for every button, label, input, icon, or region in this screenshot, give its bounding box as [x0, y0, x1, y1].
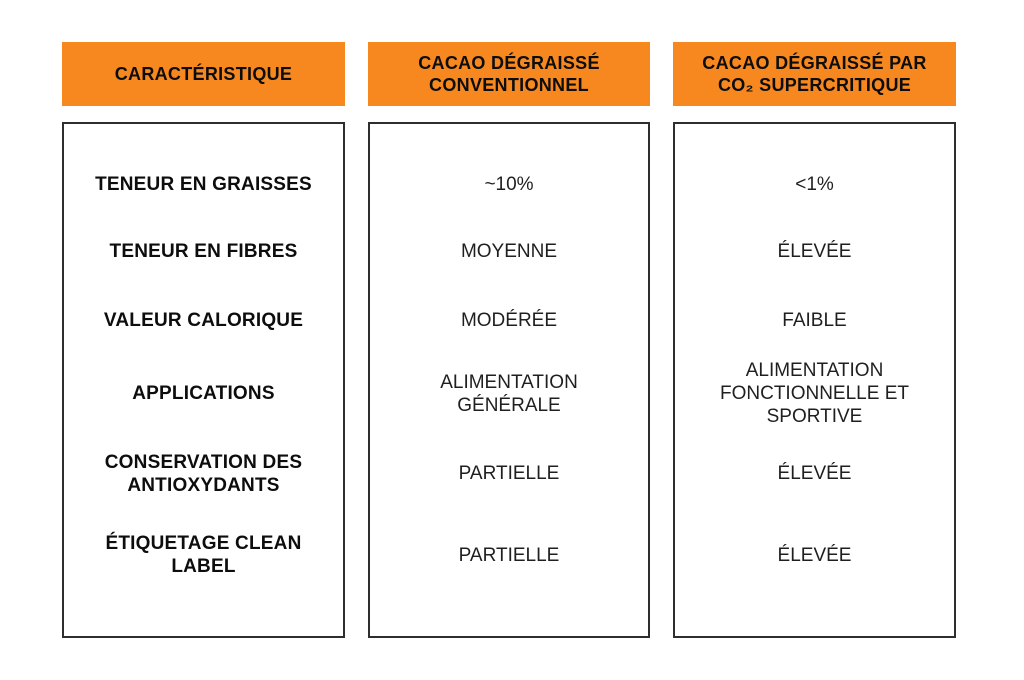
value-conventionnel-antioxydants: PARTIELLE	[458, 463, 560, 484]
value-co2-calorique: FAIBLE	[782, 309, 847, 331]
column-header-conventionnel: CACAO DÉGRAISSÉ CONVENTIONNEL	[368, 42, 650, 106]
column-body-conventionnel	[368, 122, 650, 638]
row-label-teneur-fibres: TENEUR EN FIBRES	[109, 241, 298, 262]
value-co2-fibres: ÉLEVÉE	[777, 241, 852, 262]
value-conventionnel-clean-label: PARTIELLE	[458, 544, 560, 566]
row-label-conservation-antioxydants: CONSERVATION DES ANTIOXYDANTS	[104, 451, 303, 496]
value-co2-clean-label: ÉLEVÉE	[777, 544, 852, 566]
row-label-valeur-calorique: VALEUR CALORIQUE	[103, 309, 304, 331]
column-body-co2-supercritique	[673, 122, 956, 638]
row-label-etiquetage-clean-label: ÉTIQUETAGE CLEAN LABEL	[105, 533, 302, 577]
value-co2-applications: ALIMENTATION FONCTIONNELLE ET SPORTIVE	[720, 360, 909, 427]
value-co2-antioxydants: ÉLEVÉE	[777, 463, 852, 484]
value-conventionnel-applications: ALIMENTATION GÉNÉRALE	[440, 371, 578, 416]
column-co2-supercritique	[673, 42, 956, 638]
column-body-caracteristique	[62, 122, 345, 638]
value-conventionnel-calorique: MODÉRÉE	[460, 309, 558, 331]
row-label-teneur-graisses: TENEUR EN GRAISSES	[95, 173, 312, 195]
value-conventionnel-graisses: ~10%	[484, 173, 534, 195]
row-label-applications: APPLICATIONS	[132, 383, 275, 404]
column-caracteristique	[62, 42, 345, 638]
column-header-co2-supercritique: CACAO DÉGRAISSÉ PAR CO₂ SUPERCRITIQUE	[673, 42, 956, 106]
column-header-caracteristique: CARACTÉRISTIQUE	[62, 42, 345, 106]
value-co2-graisses: <1%	[795, 173, 834, 195]
column-conventionnel	[368, 42, 650, 638]
value-conventionnel-fibres: MOYENNE	[460, 241, 558, 262]
